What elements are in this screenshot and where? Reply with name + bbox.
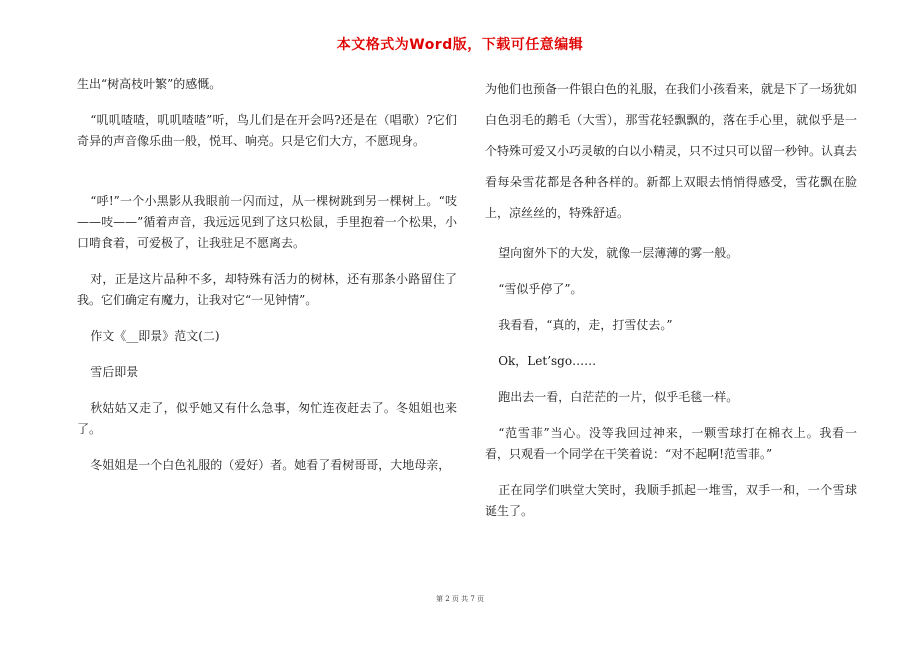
paragraph-white-field: 跑出去一看，白茫茫的一片，似乎毛毯一样。	[498, 390, 739, 404]
paragraph-forest: 对，正是这片品种不多，却特殊有活力的树林，还有那条小路留住了我。它们确定有魔力，让我对它“一见钟情”。	[77, 272, 457, 307]
paragraph-snowball-hit: “范雪菲”当心。没等我回过神来，一颗雪球打在棉衣上。我看一看，只观看一个同学在干笑着说：“对不起啊!范雪菲。”	[485, 426, 857, 461]
left-column	[77, 74, 457, 476]
paragraph-winter: 冬姐姐是一个白色礼服的（爱好）者。她看了看树哥哥，大地母亲，	[90, 458, 451, 472]
paragraph-snowball-fight: 我看看，“真的，走，打雪仗去。”	[498, 318, 673, 332]
document-header-title: 本文格式为Word版，下载可任意编辑	[336, 37, 584, 53]
essay-subtitle: 雪后即景	[90, 365, 139, 379]
paragraph-birds: “叽叽喳喳，叽叽喳喳”听，鸟儿们是在开会吗?还是在（唱歌）?它们奇异的声音像乐曲一般，悦耳、响亮。只是它们大方，不愿现身。	[77, 113, 457, 148]
paragraph-autumn: 秋姑姑又走了，似乎她又有什么急事，匆忙连夜赶去了。冬姐姐也来了。	[77, 401, 457, 436]
paragraph-window: 望向窗外下的大发，就像一层薄薄的雾一般。	[498, 246, 739, 260]
paragraph-lets-go: Ok，Let’sgo……	[498, 354, 597, 368]
essay-heading: 作文《__即景》范文(二)	[90, 329, 220, 343]
paragraph-snowflakes: 为他们也预备一件银白色的礼服，在我们小孩看来，就是下了一场犹如白色羽毛的鹅毛（大雪），那雪花轻飘飘的，落在手心里，就似乎是一个特殊可爱又小巧灵敏的白以小精灵，只不过只可以留一秒钟。认真去看每朵雪花都是各种各样的。新都上双眼去悄悄得感受，雪花飘在脸上，凉丝丝的，特殊舒适。	[485, 82, 858, 220]
paragraph-snow-stopped: “雪似乎停了”。	[498, 282, 583, 296]
paragraph-continuation: 生出“树高枝叶繁”的感慨。	[77, 77, 222, 91]
page-number-footer: 第 2 页 共 7 页	[435, 595, 485, 603]
paragraph-snowball-born: 正在同学们哄堂大笑时，我顺手抓起一堆雪，双手一和，一个雪球诞生了。	[485, 483, 857, 518]
right-column	[485, 74, 857, 522]
paragraph-squirrel: “呼!”一个小黑影从我眼前一闪而过，从一棵树跳到另一棵树上。“吱——吱——”循着声音，我远远见到了这只松鼠，手里抱着一个松果，小口啃食着，可爱极了，让我驻足不愿离去。	[77, 194, 457, 250]
